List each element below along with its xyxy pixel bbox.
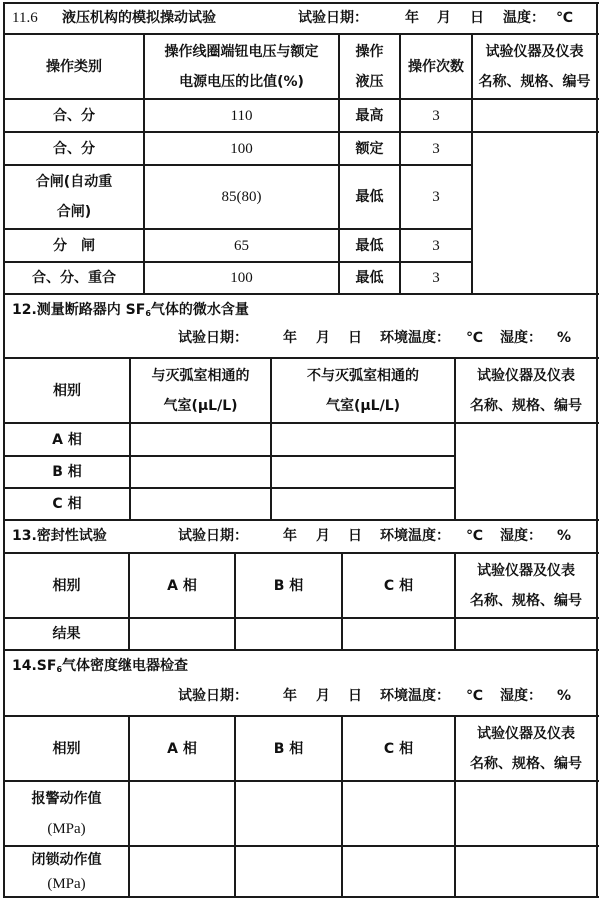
lockout-phase-a[interactable] xyxy=(130,847,234,896)
phase-b-label: B 相 xyxy=(52,464,82,480)
header-phase: 相别 xyxy=(52,740,81,757)
row-3-ratio: 85(80) xyxy=(221,189,262,205)
alarm-phase-b[interactable] xyxy=(236,782,341,845)
header-phase: 相别 xyxy=(52,577,81,594)
header-connected-chamber: 与灭弧室相通的 气室(μL/L) xyxy=(151,367,250,414)
row-1-pressure: 最高 xyxy=(355,107,384,124)
row-4-op-type: 分 闸 xyxy=(53,237,95,254)
result-phase-b[interactable] xyxy=(236,619,341,649)
header-phase-b: B 相 xyxy=(273,740,304,757)
alarm-phase-a[interactable] xyxy=(130,782,234,845)
row-4-count: 3 xyxy=(432,237,440,254)
row-line xyxy=(3,649,599,651)
humidity-label: 湿度： xyxy=(500,330,542,346)
header-phase-a: A 相 xyxy=(167,577,197,594)
row-5-ratio: 100 xyxy=(230,270,253,286)
result-phase-a[interactable] xyxy=(130,619,234,649)
border-bottom xyxy=(3,896,599,898)
result-instrument[interactable] xyxy=(456,619,596,649)
header-instrument: 试验仪器及仪表 名称、规格、编号 xyxy=(470,367,582,414)
row-5-pressure: 最低 xyxy=(355,270,384,286)
date-label: 试验日期： xyxy=(298,10,368,26)
header-instrument: 试验仪器及仪表 名称、规格、编号 xyxy=(470,725,582,772)
date-label: 试验日期： xyxy=(178,330,248,346)
date-day: 日 xyxy=(348,330,362,346)
row-1-count: 3 xyxy=(432,107,440,124)
row-line xyxy=(3,519,599,521)
date-year: 年 xyxy=(283,688,297,704)
row-2-ratio: 100 xyxy=(230,140,253,157)
header-phase-c: C 相 xyxy=(383,740,414,757)
row-2-pressure: 额定 xyxy=(355,140,384,157)
header-op-type: 操作类别 xyxy=(46,58,102,75)
merged-instrument-cell[interactable] xyxy=(456,424,596,519)
temp-unit: ℃ xyxy=(466,688,483,704)
lockout-instrument[interactable] xyxy=(456,847,596,896)
row-1-op-type: 合、分 xyxy=(53,107,95,124)
header-pressure: 操作 液压 xyxy=(355,43,384,90)
phase-b-not-connected[interactable] xyxy=(272,457,454,487)
row-1-instrument[interactable] xyxy=(473,100,596,131)
date-month: 月 xyxy=(316,528,330,544)
temp-unit: ℃ xyxy=(556,10,573,26)
header-not-connected-chamber: 不与灭弧室相通的 气室(μL/L) xyxy=(307,367,419,414)
temp-unit: ℃ xyxy=(466,528,483,544)
phase-c-connected[interactable] xyxy=(131,489,270,519)
phase-a-label: A 相 xyxy=(52,431,82,448)
border-right xyxy=(596,2,598,898)
row-3-op-type: 合闸(自动重 合闸) xyxy=(35,174,113,220)
section-12-title: 12.测量断路器内 $SF_6$气体的微水含量 xyxy=(12,302,249,318)
phase-a-connected[interactable] xyxy=(131,424,270,455)
header-instrument: 试验仪器及仪表 名称、规格、编号 xyxy=(478,43,591,90)
date-day: 日 xyxy=(348,528,362,544)
date-month: 月 xyxy=(316,688,330,704)
header-instrument: 试验仪器及仪表 名称、规格、编号 xyxy=(470,562,582,609)
row-2-op-type: 合、分 xyxy=(53,140,95,157)
row-3-count: 3 xyxy=(432,189,440,205)
result-phase-c[interactable] xyxy=(343,619,454,649)
humidity-unit: % xyxy=(557,330,572,346)
phase-a-not-connected[interactable] xyxy=(272,424,454,455)
date-month: 月 xyxy=(437,10,451,26)
date-month: 月 xyxy=(316,330,330,346)
row-4-ratio: 65 xyxy=(234,237,249,254)
humidity-unit: % xyxy=(557,528,572,544)
phase-c-not-connected[interactable] xyxy=(272,489,454,519)
result-label: 结果 xyxy=(52,626,81,642)
header-phase-b: B 相 xyxy=(273,577,304,594)
merged-instrument-cell[interactable] xyxy=(473,133,596,293)
border-top xyxy=(3,2,599,4)
row-3-pressure: 最低 xyxy=(355,189,384,205)
temp-unit: ℃ xyxy=(466,330,483,346)
env-temp-label: 环境温度： xyxy=(380,330,450,346)
header-phase: 相别 xyxy=(53,382,81,399)
row-2-count: 3 xyxy=(432,140,440,157)
alarm-instrument[interactable] xyxy=(456,782,596,845)
date-day: 日 xyxy=(470,10,484,26)
section-title: 液压机构的模拟操动试验 xyxy=(62,10,216,26)
row-line xyxy=(3,293,599,295)
date-label: 试验日期： xyxy=(178,528,248,544)
temp-label: 温度： xyxy=(503,10,545,26)
humidity-label: 湿度： xyxy=(500,528,542,544)
phase-b-connected[interactable] xyxy=(131,457,270,487)
date-year: 年 xyxy=(283,528,297,544)
section-13-title: 13.密封性试验 xyxy=(12,528,107,544)
humidity-unit: % xyxy=(557,688,572,704)
date-label: 试验日期： xyxy=(178,688,248,704)
section-number: 11.6 xyxy=(12,10,38,26)
row-4-pressure: 最低 xyxy=(355,237,384,254)
section-14-title: $14.SF_6$气体密度继电器检查 xyxy=(12,658,189,674)
alarm-phase-c[interactable] xyxy=(343,782,454,845)
header-count: 操作次数 xyxy=(408,58,464,75)
lockout-value-label: 闭锁动作值 (MPa) xyxy=(31,851,102,892)
date-year: 年 xyxy=(405,10,419,26)
header-phase-c: C 相 xyxy=(383,577,414,594)
lockout-phase-b[interactable] xyxy=(236,847,341,896)
row-1-ratio: 110 xyxy=(230,107,253,124)
date-year: 年 xyxy=(283,330,297,346)
env-temp-label: 环境温度： xyxy=(380,688,450,704)
phase-c-label: C 相 xyxy=(52,496,82,512)
humidity-label: 湿度： xyxy=(500,688,542,704)
section-11-6-title-row xyxy=(12,8,38,28)
row-5-op-type: 合、分、重合 xyxy=(32,270,116,286)
header-phase-a: A 相 xyxy=(167,740,197,757)
env-temp-label: 环境温度： xyxy=(380,528,450,544)
date-day: 日 xyxy=(348,688,362,704)
row-5-count: 3 xyxy=(432,270,440,286)
header-voltage-ratio: 操作线圈端钮电压与额定 电源电压的比值(%) xyxy=(164,43,319,90)
lockout-phase-c[interactable] xyxy=(343,847,454,896)
alarm-value-label: 报警动作值 (MPa) xyxy=(31,790,102,837)
